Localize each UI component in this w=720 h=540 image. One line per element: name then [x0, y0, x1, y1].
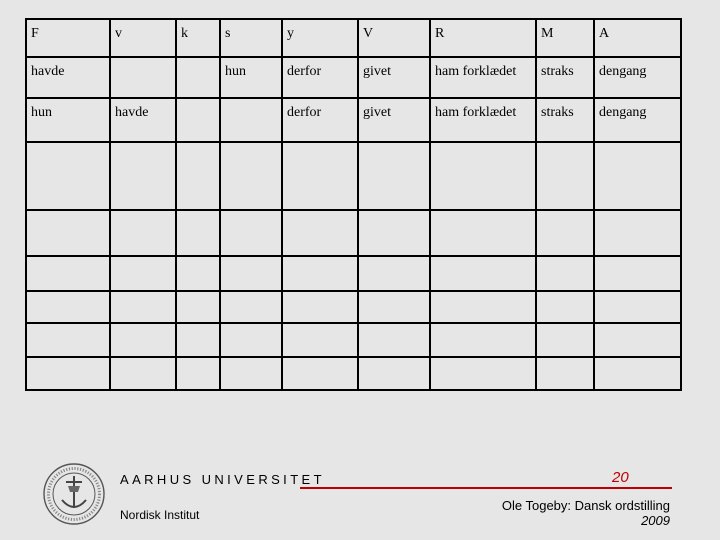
table-cell	[220, 291, 282, 323]
table-cell: straks	[536, 98, 594, 142]
table-row	[26, 57, 681, 98]
table-cell: straks	[536, 57, 594, 98]
table-cell: derfor	[282, 57, 358, 98]
table-row	[26, 291, 681, 323]
table-cell: ham forklædet	[430, 98, 536, 142]
table-cell: hun	[220, 57, 282, 98]
table-cell	[26, 142, 110, 210]
table-cell	[26, 323, 110, 357]
header-cell: V	[358, 19, 430, 57]
table-cell	[430, 291, 536, 323]
footer-rule	[300, 487, 672, 489]
table-cell	[536, 142, 594, 210]
header-cell: k	[176, 19, 220, 57]
page-number: 20	[612, 469, 629, 486]
table-cell	[110, 57, 176, 98]
header-cell: M	[536, 19, 594, 57]
table-cell	[430, 210, 536, 256]
header-cell: v	[110, 19, 176, 57]
institute-name: Nordisk Institut	[120, 508, 200, 522]
author-title: Ole Togeby: Dansk ordstilling	[501, 498, 670, 513]
table-cell	[594, 291, 681, 323]
field-analysis-table	[25, 18, 682, 391]
table-cell	[110, 291, 176, 323]
table-cell	[26, 357, 110, 390]
table-cell: ham forklædet	[430, 57, 536, 98]
table-row	[26, 357, 681, 390]
table-cell: dengang	[594, 98, 681, 142]
table-cell	[176, 291, 220, 323]
table-cell	[536, 256, 594, 291]
table-cell	[176, 98, 220, 142]
table-cell	[176, 256, 220, 291]
table-cell	[220, 256, 282, 291]
university-seal-icon	[42, 462, 106, 526]
table-cell: dengang	[594, 57, 681, 98]
table-header-row	[26, 19, 681, 57]
table-cell	[358, 210, 430, 256]
table-cell	[176, 357, 220, 390]
table-cell	[594, 357, 681, 390]
table-cell	[26, 210, 110, 256]
table-row	[26, 210, 681, 256]
table-row	[26, 256, 681, 291]
table-cell	[176, 323, 220, 357]
table-cell	[282, 210, 358, 256]
table-row	[26, 98, 681, 142]
table-cell	[594, 210, 681, 256]
table-cell	[110, 357, 176, 390]
table-cell	[110, 210, 176, 256]
table-cell	[176, 57, 220, 98]
header-cell: F	[26, 19, 110, 57]
table-cell	[110, 142, 176, 210]
table-cell	[358, 256, 430, 291]
header-cell: s	[220, 19, 282, 57]
table-cell	[536, 210, 594, 256]
table-cell	[430, 357, 536, 390]
header-cell: R	[430, 19, 536, 57]
table-cell	[536, 291, 594, 323]
table-cell	[536, 357, 594, 390]
table-cell	[176, 142, 220, 210]
table-cell	[358, 291, 430, 323]
table-cell	[430, 323, 536, 357]
table-cell	[358, 357, 430, 390]
table-cell	[430, 142, 536, 210]
table-cell	[358, 142, 430, 210]
table-cell: havde	[26, 57, 110, 98]
table-row	[26, 323, 681, 357]
table-cell: givet	[358, 98, 430, 142]
table-cell: hun	[26, 98, 110, 142]
table-cell	[358, 323, 430, 357]
table-cell	[220, 357, 282, 390]
table-cell	[282, 357, 358, 390]
table-cell	[26, 256, 110, 291]
author-credit	[502, 498, 670, 528]
table-cell	[220, 98, 282, 142]
university-name: AARHUS UNIVERSITET	[120, 472, 325, 487]
header-cell: y	[282, 19, 358, 57]
author-year: 2009	[641, 513, 670, 528]
table-cell: havde	[110, 98, 176, 142]
table-cell	[110, 323, 176, 357]
table-cell	[594, 142, 681, 210]
table-cell	[176, 210, 220, 256]
table-cell	[282, 142, 358, 210]
table-cell	[430, 256, 536, 291]
table-cell	[282, 323, 358, 357]
table-cell	[110, 256, 176, 291]
table-cell	[594, 256, 681, 291]
table-cell	[594, 323, 681, 357]
table-cell	[536, 323, 594, 357]
table-cell	[282, 291, 358, 323]
table-row	[26, 142, 681, 210]
table-cell	[220, 142, 282, 210]
table-cell	[220, 323, 282, 357]
table-cell: givet	[358, 57, 430, 98]
table-cell	[26, 291, 110, 323]
table-cell	[220, 210, 282, 256]
header-cell: A	[594, 19, 681, 57]
table-cell: derfor	[282, 98, 358, 142]
table-cell	[282, 256, 358, 291]
